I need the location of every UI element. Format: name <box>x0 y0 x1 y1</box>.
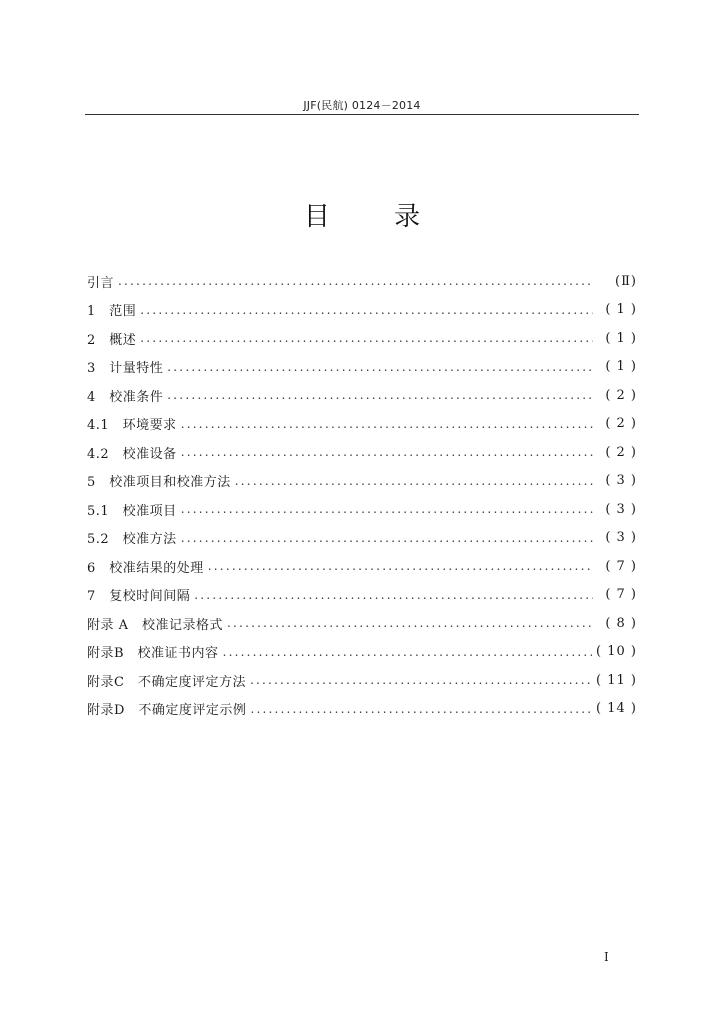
toc-entry-label: 4.1 环境要求 <box>87 418 177 434</box>
toc-entry-label: 2 概述 <box>87 332 137 348</box>
toc-entry-3[interactable] <box>87 353 637 382</box>
toc-entry-7[interactable] <box>87 581 637 610</box>
toc-entry-page: ( 7 ) <box>605 587 637 603</box>
toc-entry-page: ( 3 ) <box>605 473 637 489</box>
toc-entry-label: 7 复校时间间隔 <box>87 589 191 605</box>
toc-entry-label: 引言 <box>87 275 115 291</box>
toc-entry-label: 附录C 不确定度评定方法 <box>87 674 246 690</box>
toc-dot-leader <box>118 274 593 288</box>
toc-entry-page: ( 3 ) <box>605 501 637 517</box>
toc-entry-appendix-c[interactable] <box>87 666 637 695</box>
toc-entry-appendix-b[interactable] <box>87 638 637 667</box>
toc-entry-label: 5.1 校准项目 <box>87 503 177 519</box>
toc-dot-leader <box>140 331 593 345</box>
toc-entry-label: 4 校准条件 <box>87 389 164 405</box>
toc-dot-leader <box>250 702 592 716</box>
table-of-contents <box>87 267 637 723</box>
toc-dot-leader <box>140 303 593 317</box>
toc-entry-appendix-a[interactable] <box>87 609 637 638</box>
toc-entry-page: (Ⅱ) <box>615 273 637 289</box>
toc-entry-page: ( 14 ) <box>596 701 637 717</box>
toc-entry-page: ( 1 ) <box>605 330 637 346</box>
toc-dot-leader <box>223 645 592 659</box>
toc-entry-page: ( 10 ) <box>596 644 637 660</box>
toc-dot-leader <box>167 388 593 402</box>
toc-entry-intro[interactable] <box>87 267 637 296</box>
toc-entry-label: 附录D 不确定度评定示例 <box>87 703 247 719</box>
toc-entry-label: 1 范围 <box>87 304 137 320</box>
toc-entry-label: 附录B 校准证书内容 <box>87 646 219 662</box>
toc-entry-page: ( 3 ) <box>605 530 637 546</box>
toc-dot-leader <box>208 559 593 573</box>
toc-entry-label: 附录 A 校准记录格式 <box>87 617 224 633</box>
toc-entry-page: ( 11 ) <box>596 672 637 688</box>
toc-entry-page: ( 2 ) <box>605 387 637 403</box>
toc-entry-page: ( 8 ) <box>605 615 637 631</box>
toc-dot-leader <box>227 616 593 630</box>
toc-entry-5-2[interactable] <box>87 524 637 553</box>
toc-dot-leader <box>194 588 593 602</box>
toc-entry-4-1[interactable] <box>87 410 637 439</box>
toc-entry-4[interactable] <box>87 381 637 410</box>
toc-entry-5[interactable] <box>87 467 637 496</box>
toc-entry-label: 5 校准项目和校准方法 <box>87 475 231 491</box>
toc-entry-6[interactable] <box>87 552 637 581</box>
toc-entry-5-1[interactable] <box>87 495 637 524</box>
toc-entry-1[interactable] <box>87 296 637 325</box>
toc-dot-leader <box>235 474 593 488</box>
toc-dot-leader <box>181 417 593 431</box>
page-title: 目 录 <box>303 202 449 232</box>
document-header: JJF(民航) 0124－2014 <box>303 99 421 112</box>
toc-entry-page: ( 2 ) <box>605 416 637 432</box>
toc-dot-leader <box>167 360 593 374</box>
toc-entry-page: ( 1 ) <box>605 359 637 375</box>
toc-entry-label: 6 校准结果的处理 <box>87 560 204 576</box>
toc-entry-2[interactable] <box>87 324 637 353</box>
toc-dot-leader <box>250 673 592 687</box>
header-divider <box>85 114 639 115</box>
toc-dot-leader <box>181 502 593 516</box>
toc-entry-appendix-d[interactable] <box>87 695 637 724</box>
page-number: I <box>604 950 609 964</box>
toc-dot-leader <box>181 531 593 545</box>
toc-entry-4-2[interactable] <box>87 438 637 467</box>
toc-entry-page: ( 2 ) <box>605 444 637 460</box>
toc-entry-page: ( 1 ) <box>605 302 637 318</box>
toc-entry-label: 5.2 校准方法 <box>87 532 177 548</box>
toc-entry-page: ( 7 ) <box>605 558 637 574</box>
toc-dot-leader <box>181 445 593 459</box>
toc-entry-label: 3 计量特性 <box>87 361 164 377</box>
toc-entry-label: 4.2 校准设备 <box>87 446 177 462</box>
